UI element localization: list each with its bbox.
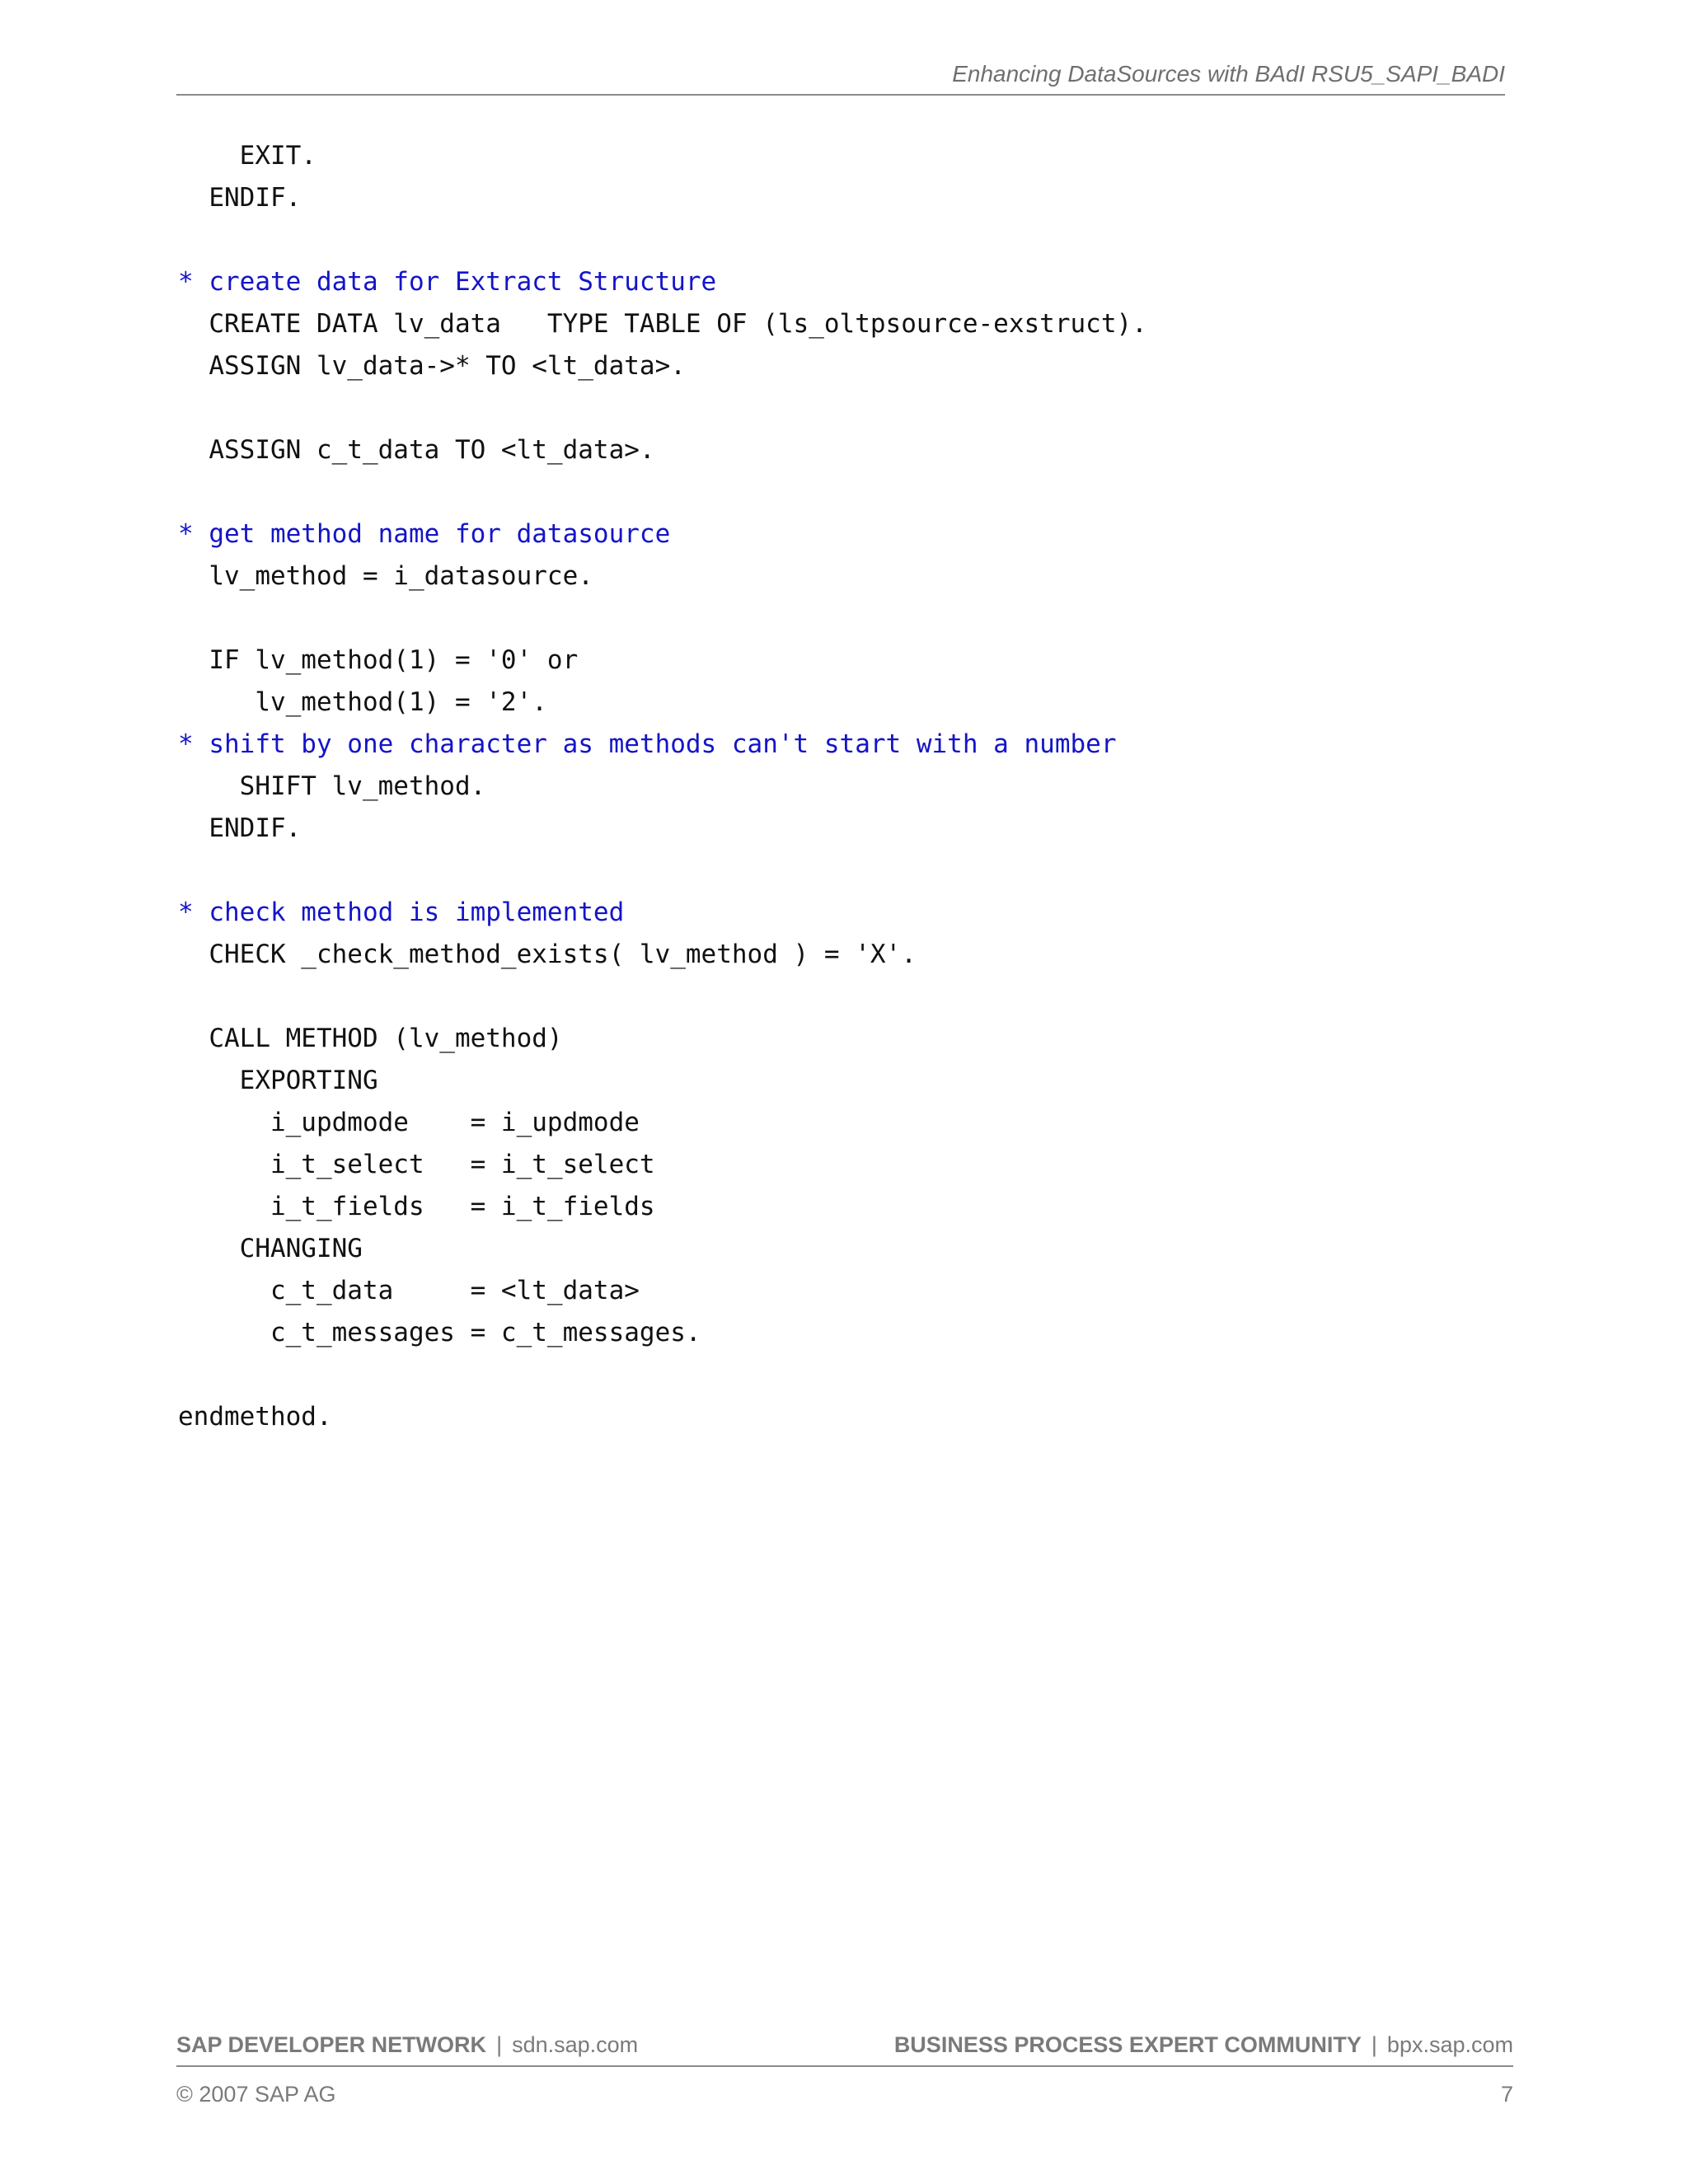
copyright: © 2007 SAP AG	[176, 2082, 336, 2107]
page-header	[176, 58, 1505, 96]
code-line: ASSIGN lv_data->* TO <lt_data>.	[178, 351, 686, 381]
code-line: ENDIF.	[178, 183, 302, 213]
sdn-label: SAP DEVELOPER NETWORK	[176, 2032, 487, 2057]
code-line: lv_method = i_datasource.	[178, 561, 593, 591]
code-line: i_updmode = i_updmode	[178, 1108, 640, 1137]
code-line: lv_method(1) = '2'.	[178, 687, 547, 717]
code-comment-line: * check method is implemented	[178, 898, 625, 927]
code-blank-line	[178, 598, 1147, 640]
code-line: i_t_select = i_t_select	[178, 1150, 655, 1179]
code-blank-line	[178, 219, 1147, 261]
code-line: EXIT.	[178, 141, 316, 171]
code-line: SHIFT lv_method.	[178, 771, 486, 801]
page-number: 7	[1500, 2082, 1513, 2107]
code-blank-line	[178, 471, 1147, 513]
code-line: c_t_data = <lt_data>	[178, 1276, 640, 1305]
footer-separator: |	[496, 2032, 503, 2057]
code-blank-line	[178, 976, 1147, 1018]
code-comment-line: * create data for Extract Structure	[178, 267, 717, 297]
code-listing	[178, 135, 1147, 1438]
document-title: Enhancing DataSources with BAdI RSU5_SAPI_BADI	[952, 61, 1505, 87]
page-footer	[176, 2029, 1513, 2067]
bpx-label: BUSINESS PROCESS EXPERT COMMUNITY	[893, 2032, 1362, 2057]
footer-separator: |	[1371, 2032, 1377, 2057]
footer-bottom	[176, 2079, 1513, 2111]
code-line: c_t_messages = c_t_messages.	[178, 1318, 701, 1347]
code-line: IF lv_method(1) = '0' or	[178, 645, 579, 675]
sdn-link[interactable]: sdn.sap.com	[512, 2032, 639, 2057]
code-line: CHANGING	[178, 1234, 363, 1263]
code-line: CHECK _check_method_exists( lv_method ) = 'X'.	[178, 940, 917, 969]
code-blank-line	[178, 850, 1147, 892]
code-blank-line	[178, 387, 1147, 429]
code-comment-line: * get method name for datasource	[178, 519, 671, 549]
code-line: CALL METHOD (lv_method)	[178, 1024, 563, 1053]
code-comment-line: * shift by one character as methods can't start with a number	[178, 729, 1117, 759]
code-line: ASSIGN c_t_data TO <lt_data>.	[178, 435, 655, 465]
code-line: endmethod.	[178, 1402, 332, 1432]
code-line: ENDIF.	[178, 813, 302, 843]
code-line: EXPORTING	[178, 1066, 378, 1095]
code-blank-line	[178, 1354, 1147, 1396]
footer-left	[176, 2032, 638, 2058]
footer-right	[894, 2032, 1513, 2058]
bpx-link[interactable]: bpx.sap.com	[1386, 2032, 1513, 2057]
code-line: i_t_fields = i_t_fields	[178, 1192, 655, 1221]
code-line: CREATE DATA lv_data TYPE TABLE OF (ls_oltpsource-exstruct).	[178, 309, 1147, 339]
